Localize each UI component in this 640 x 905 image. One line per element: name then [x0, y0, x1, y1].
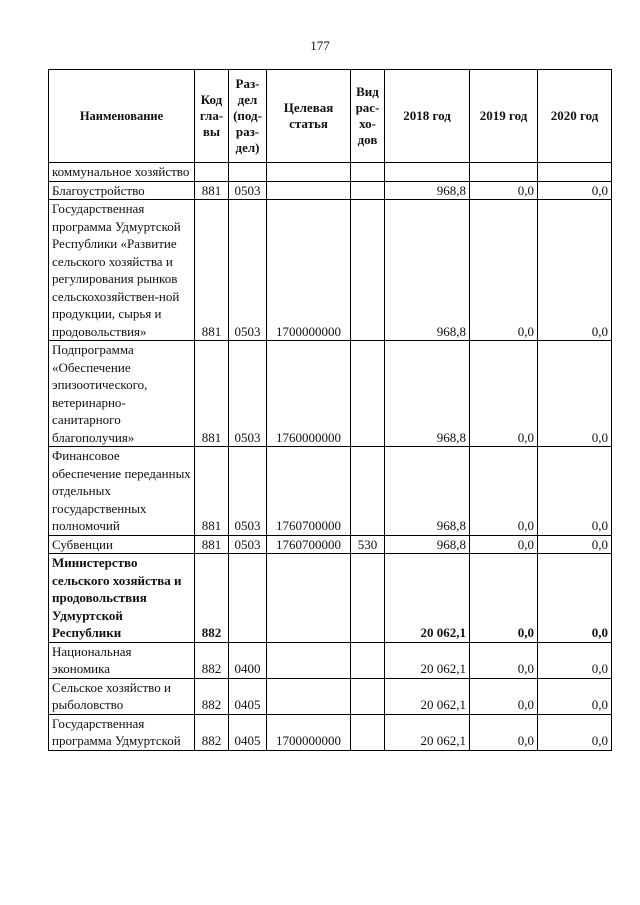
cell-name: Государственная программа Удмуртской	[49, 714, 195, 750]
header-2018: 2018 год	[385, 70, 470, 163]
table-header-row	[49, 70, 612, 163]
cell-2019: 0,0	[470, 447, 538, 536]
header-code-line: гла-	[199, 108, 224, 123]
cell-2020: 0,0	[538, 678, 612, 714]
cell-2018: 968,8	[385, 181, 470, 200]
cell-code: 881	[195, 341, 229, 447]
cell-target	[267, 554, 351, 643]
cell-section: 0503	[229, 200, 267, 341]
header-section	[229, 70, 267, 163]
cell-2020: 0,0	[538, 535, 612, 554]
header-section-line: дел)	[235, 140, 260, 155]
cell-code: 882	[195, 554, 229, 643]
header-section-line: (под-	[233, 108, 262, 123]
cell-2019: 0,0	[470, 341, 538, 447]
cell-expense	[351, 642, 385, 678]
cell-section	[229, 554, 267, 643]
cell-name: Благоустройство	[49, 181, 195, 200]
cell-name: Подпрограмма «Обеспечение эпизоотического, ветеринарно-санитарного благополучия»	[49, 341, 195, 447]
cell-name: Субвенции	[49, 535, 195, 554]
table-row	[49, 678, 612, 714]
cell-2019: 0,0	[470, 714, 538, 750]
cell-expense	[351, 163, 385, 182]
cell-name: Сельское хозяйство и рыболовство	[49, 678, 195, 714]
cell-target: 1700000000	[267, 714, 351, 750]
cell-expense	[351, 341, 385, 447]
cell-2018: 968,8	[385, 447, 470, 536]
cell-2019: 0,0	[470, 642, 538, 678]
header-target-line: Целевая	[283, 100, 334, 115]
cell-2018: 968,8	[385, 200, 470, 341]
header-expense-line: Вид	[356, 84, 379, 99]
header-section-line: раз-	[235, 124, 260, 139]
cell-2020	[538, 163, 612, 182]
cell-section: 0503	[229, 535, 267, 554]
cell-name: Министерство сельского хозяйства и продовольствия Удмуртской Республики	[49, 554, 195, 643]
cell-code: 882	[195, 642, 229, 678]
cell-target	[267, 163, 351, 182]
cell-2020: 0,0	[538, 642, 612, 678]
cell-section: 0503	[229, 181, 267, 200]
cell-code: 881	[195, 535, 229, 554]
cell-2019: 0,0	[470, 200, 538, 341]
table-row	[49, 535, 612, 554]
header-target	[267, 70, 351, 163]
header-2020: 2020 год	[538, 70, 612, 163]
cell-section: 0405	[229, 678, 267, 714]
cell-section: 0405	[229, 714, 267, 750]
cell-target	[267, 642, 351, 678]
header-name: Наименование	[49, 70, 195, 163]
table-row	[49, 181, 612, 200]
table-row	[49, 163, 612, 182]
cell-expense: 530	[351, 535, 385, 554]
cell-target	[267, 678, 351, 714]
cell-target: 1760700000	[267, 535, 351, 554]
header-expense-line: хо-	[359, 116, 376, 131]
cell-code: 881	[195, 447, 229, 536]
cell-2018: 20 062,1	[385, 554, 470, 643]
cell-expense	[351, 678, 385, 714]
header-code	[195, 70, 229, 163]
cell-code: 882	[195, 678, 229, 714]
cell-name: Финансовое обеспечение переданных отдельных государственных полномочий	[49, 447, 195, 536]
budget-table	[48, 69, 612, 751]
cell-section	[229, 163, 267, 182]
cell-2018: 968,8	[385, 535, 470, 554]
cell-2020: 0,0	[538, 200, 612, 341]
header-code-line: Код	[200, 92, 223, 107]
cell-2019: 0,0	[470, 535, 538, 554]
cell-section: 0503	[229, 341, 267, 447]
header-target-line: статья	[289, 116, 328, 131]
header-expense-line: рас-	[355, 100, 380, 115]
cell-expense	[351, 447, 385, 536]
table-row	[49, 714, 612, 750]
cell-2020: 0,0	[538, 447, 612, 536]
cell-expense	[351, 200, 385, 341]
header-section-line: Раз-	[235, 76, 260, 91]
cell-target: 1760000000	[267, 341, 351, 447]
cell-section: 0503	[229, 447, 267, 536]
header-expense-line: дов	[357, 132, 378, 147]
cell-2019	[470, 163, 538, 182]
header-section-line: дел	[237, 92, 258, 107]
cell-code: 881	[195, 181, 229, 200]
header-code-line: вы	[202, 124, 221, 139]
cell-expense	[351, 181, 385, 200]
cell-target	[267, 181, 351, 200]
cell-2019: 0,0	[470, 678, 538, 714]
table-row	[49, 341, 612, 447]
table-row	[49, 447, 612, 536]
cell-2018: 20 062,1	[385, 714, 470, 750]
cell-2018: 968,8	[385, 341, 470, 447]
cell-code: 881	[195, 200, 229, 341]
table-row	[49, 554, 612, 643]
cell-2020: 0,0	[538, 341, 612, 447]
cell-code: 882	[195, 714, 229, 750]
cell-target: 1760700000	[267, 447, 351, 536]
cell-name: коммунальное хозяйство	[49, 163, 195, 182]
page-number: 177	[310, 38, 330, 53]
table-row	[49, 200, 612, 341]
cell-2019: 0,0	[470, 554, 538, 643]
cell-section: 0400	[229, 642, 267, 678]
header-expense	[351, 70, 385, 163]
cell-target: 1700000000	[267, 200, 351, 341]
cell-2020: 0,0	[538, 554, 612, 643]
cell-2018: 20 062,1	[385, 642, 470, 678]
cell-2020: 0,0	[538, 181, 612, 200]
header-2019: 2019 год	[470, 70, 538, 163]
cell-expense	[351, 554, 385, 643]
cell-code	[195, 163, 229, 182]
cell-name: Государственная программа Удмуртской Республики «Развитие сельского хозяйства и регулирования рынков сельскохозяйствен-ной продукции, сырья и продовольствия»	[49, 200, 195, 341]
cell-name: Национальная экономика	[49, 642, 195, 678]
cell-2020: 0,0	[538, 714, 612, 750]
cell-expense	[351, 714, 385, 750]
cell-2019: 0,0	[470, 181, 538, 200]
cell-2018	[385, 163, 470, 182]
table-row	[49, 642, 612, 678]
cell-2018: 20 062,1	[385, 678, 470, 714]
